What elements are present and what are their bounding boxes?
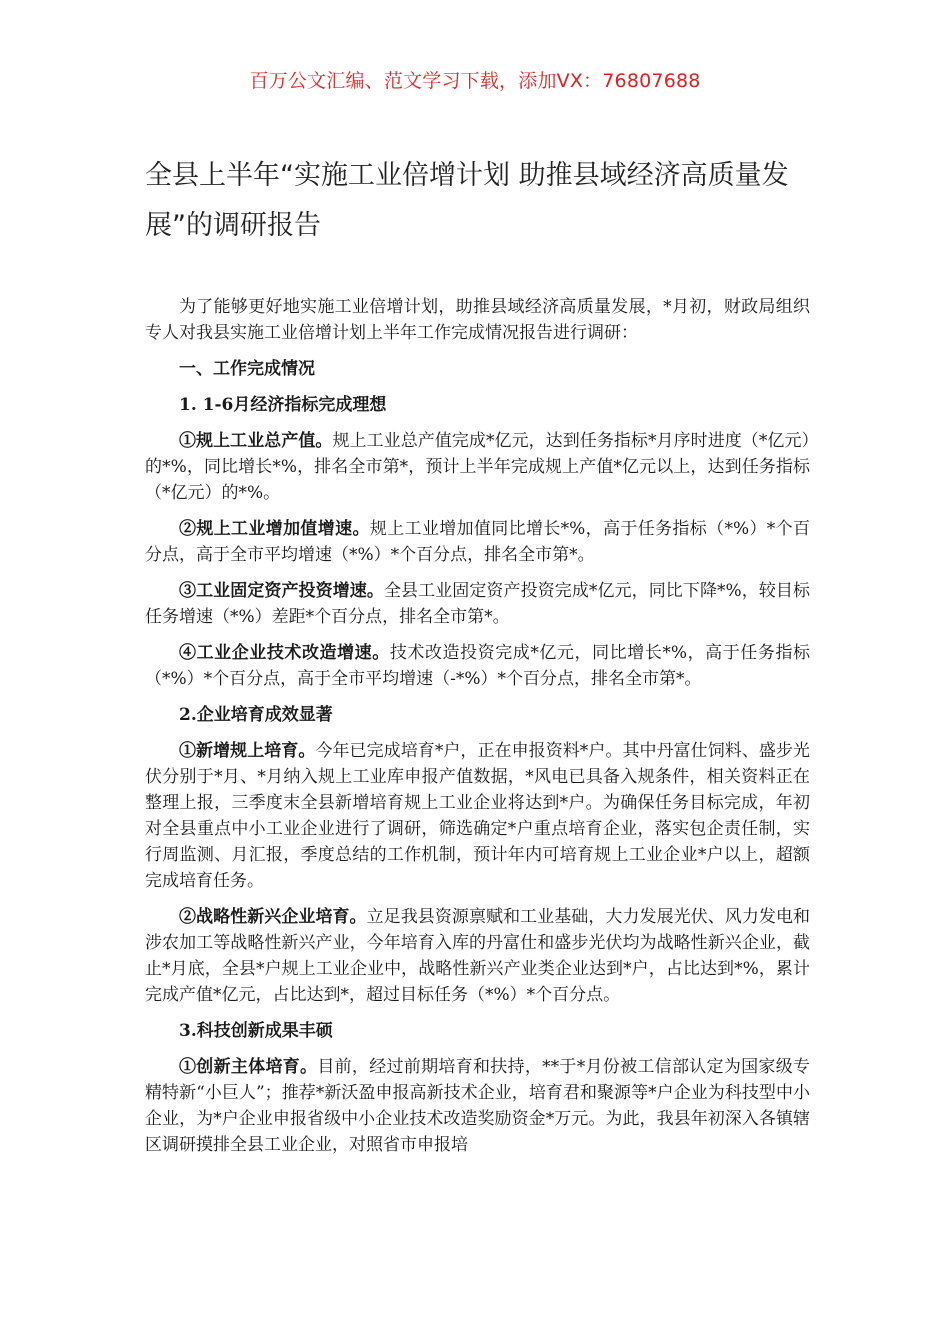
item-text: 目前，经过前期培育和扶持，**于*月份被工信部认定为国家级专精特新“小巨人”；推荐*新沃盈申报高新技术企业，培育君和聚源等*户企业为科技型中小企业，为*户企业申报省级中小企业技术改造奖励资金*万元。为此，我县年初深入各镇辖区调研摸排全县工业企业，对照省市申报培 (145, 1057, 811, 1155)
item-text: 规上工业增加值同比增长*%，高于任务指标（*%）*个百分点，高于全市平均增速（*%）*个百分点，排名全市第*。 (145, 519, 811, 565)
item-lead: ④工业企业技术改造增速。 (179, 643, 390, 663)
document-title: 全县上半年“实施工业倍增计划 助推县域经济高质量发展”的调研报告 (145, 160, 789, 241)
item-lead: ①新增规上培育。 (179, 741, 316, 761)
subsection-heading: 3.科技创新成果丰硕 (179, 1021, 333, 1041)
item-text: 技术改造投资完成*亿元，同比增长*%，高于任务指标（*%）*个百分点，高于全市平均增速（-*%）*个百分点，排名全市第*。 (145, 643, 811, 689)
section-heading: 一、工作完成情况 (179, 359, 315, 379)
subsection-heading: 2.企业培育成效显著 (179, 705, 333, 725)
item-lead: ①规上工业总产值。 (179, 431, 333, 451)
item-lead: ③工业固定资产投资增速。 (179, 581, 384, 601)
item-lead: ②战略性新兴企业培育。 (179, 907, 367, 927)
intro-paragraph: 为了能够更好地实施工业倍增计划，助推县域经济高质量发展，*月初，财政局组织专人对我县实施工业倍增计划上半年工作完成情况报告进行调研： (145, 297, 810, 343)
list-item (145, 1054, 810, 1158)
list-item (145, 904, 810, 1008)
item-text: 立足我县资源禀赋和工业基础，大力发展光伏、风力发电和涉农加工等战略性新兴产业，今年培育入库的丹富仕和盛步光伏均为战略性新兴企业，截止*月底，全县*户规上工业企业中，战略性新兴产业类企业达到*户，占比达到*%，累计完成产值*亿元，占比达到*，超过目标任务（*%）*个百分点。 (145, 907, 811, 1005)
subsection-heading: 1. 1-6月经济指标完成理想 (179, 395, 387, 415)
item-text: 全县工业固定资产投资完成*亿元，同比下降*%，较目标任务增速（*%）差距*个百分点，排名全市第*。 (145, 581, 811, 627)
item-text: 规上工业总产值完成*亿元，达到任务指标*月序时进度（*亿元）的*%，同比增长*%，排名全市第*，预计上半年完成规上产值*亿元以上，达到任务指标（*亿元）的*%。 (145, 431, 811, 503)
list-item (145, 578, 810, 630)
item-text: 今年已完成培育*户，正在申报资料*户。其中丹富仕饲料、盛步光伏分别于*月、*月纳入规上工业库申报产值数据，*风电已具备入规条件，相关资料正在整理上报，三季度末全县新增培育规上工业企业将达到*户。为确保任务目标完成，年初对全县重点中小工业企业进行了调研，筛选确定*户重点培育企业，落实包企责任制，实行周监测、月汇报，季度总结的工作机制，预计年内可培育规上工业企业*户以上，超额完成培育任务。 (145, 741, 811, 891)
item-lead: ②规上工业增加值增速。 (179, 519, 370, 539)
document-body (145, 294, 810, 1168)
list-item (145, 640, 810, 692)
watermark-banner: 百万公文汇编、范文学习下载，添加VX：76807688 (249, 70, 701, 92)
list-item (145, 428, 810, 506)
list-item (145, 516, 810, 568)
list-item (145, 738, 810, 894)
item-lead: ①创新主体培育。 (179, 1057, 318, 1077)
